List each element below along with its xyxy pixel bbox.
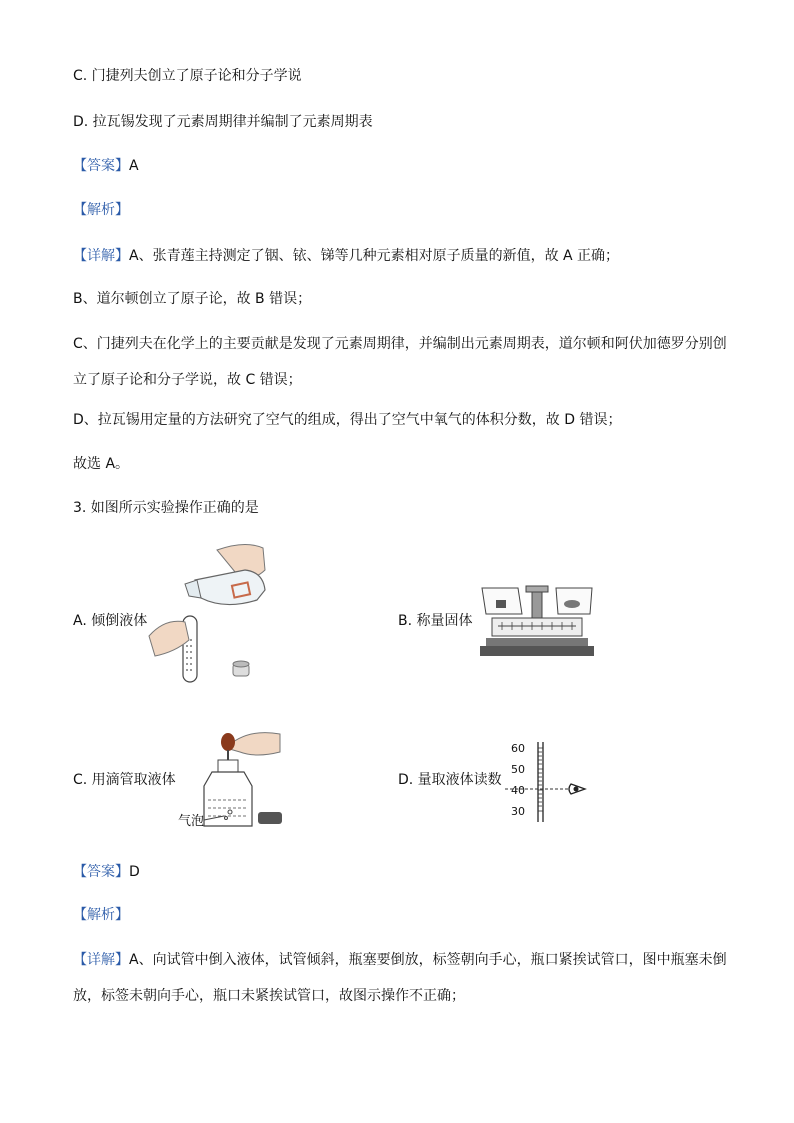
- question-3: 3. 如图所示实验操作正确的是: [73, 500, 259, 516]
- balance-figure: [478, 578, 598, 660]
- answer-tag: 【答案】: [73, 864, 129, 880]
- analysis-heading-1: 【解析】: [73, 202, 129, 218]
- option-b-label: B. 称量固体: [398, 613, 473, 629]
- scale-label-60: 60: [511, 742, 525, 755]
- detail-a-2: [73, 942, 733, 1014]
- option-c-text: C. 门捷列夫创立了原子论和分子学说: [73, 68, 302, 84]
- answer-2: [73, 862, 140, 882]
- detail-b-1: B、道尔顿创立了原子论，故 B 错误；: [73, 291, 312, 307]
- pour-liquid-figure: [145, 540, 275, 690]
- detail-text: A、张青莲主持测定了铟、铱、锑等几种元素相对原子质量的新值，故 A 正确；: [129, 248, 620, 264]
- option-c-label: C. 用滴管取液体: [73, 772, 176, 788]
- option-a-label: A. 倾倒液体: [73, 613, 148, 629]
- scale-label-50: 50: [511, 763, 525, 776]
- analysis-heading-2: 【解析】: [73, 907, 129, 923]
- option-d-text: D. 拉瓦锡发现了元素周期律并编制了元素周期表: [73, 114, 373, 130]
- answer-1: [73, 156, 139, 176]
- answer-value: D: [129, 864, 140, 880]
- dropper-figure: [176, 728, 286, 828]
- bubble-label: 气泡: [178, 814, 205, 828]
- conclusion-1: 故选 A。: [73, 456, 130, 472]
- detail-text: A、向试管中倒入液体，试管倾斜，瓶塞要倒放，标签朝向手心，瓶口紧挨试管口，图中瓶塞未倒放，标签未朝向手心，瓶口未紧挨试管口，故图示操作不正确；: [73, 952, 727, 1004]
- cylinder-figure: [505, 740, 595, 826]
- answer-tag: 【答案】: [73, 158, 129, 174]
- scale-label-30: 30: [511, 805, 525, 818]
- option-d-label: D. 量取液体读数: [398, 772, 502, 788]
- detail-tag: 【详解】: [73, 248, 129, 264]
- detail-d-1: D、拉瓦锡用定量的方法研究了空气的组成，得出了空气中氧气的体积分数，故 D 错误；: [73, 412, 622, 428]
- detail-a-1: [73, 246, 619, 266]
- detail-tag: 【详解】: [73, 952, 129, 968]
- answer-value: A: [129, 158, 139, 174]
- scale-label-40: 40: [511, 784, 525, 797]
- detail-c-1: C、门捷列夫在化学上的主要贡献是发现了元素周期律，并编制出元素周期表，道尔顿和阿伏加德罗分别创立了原子论和分子学说，故 C 错误；: [73, 336, 727, 388]
